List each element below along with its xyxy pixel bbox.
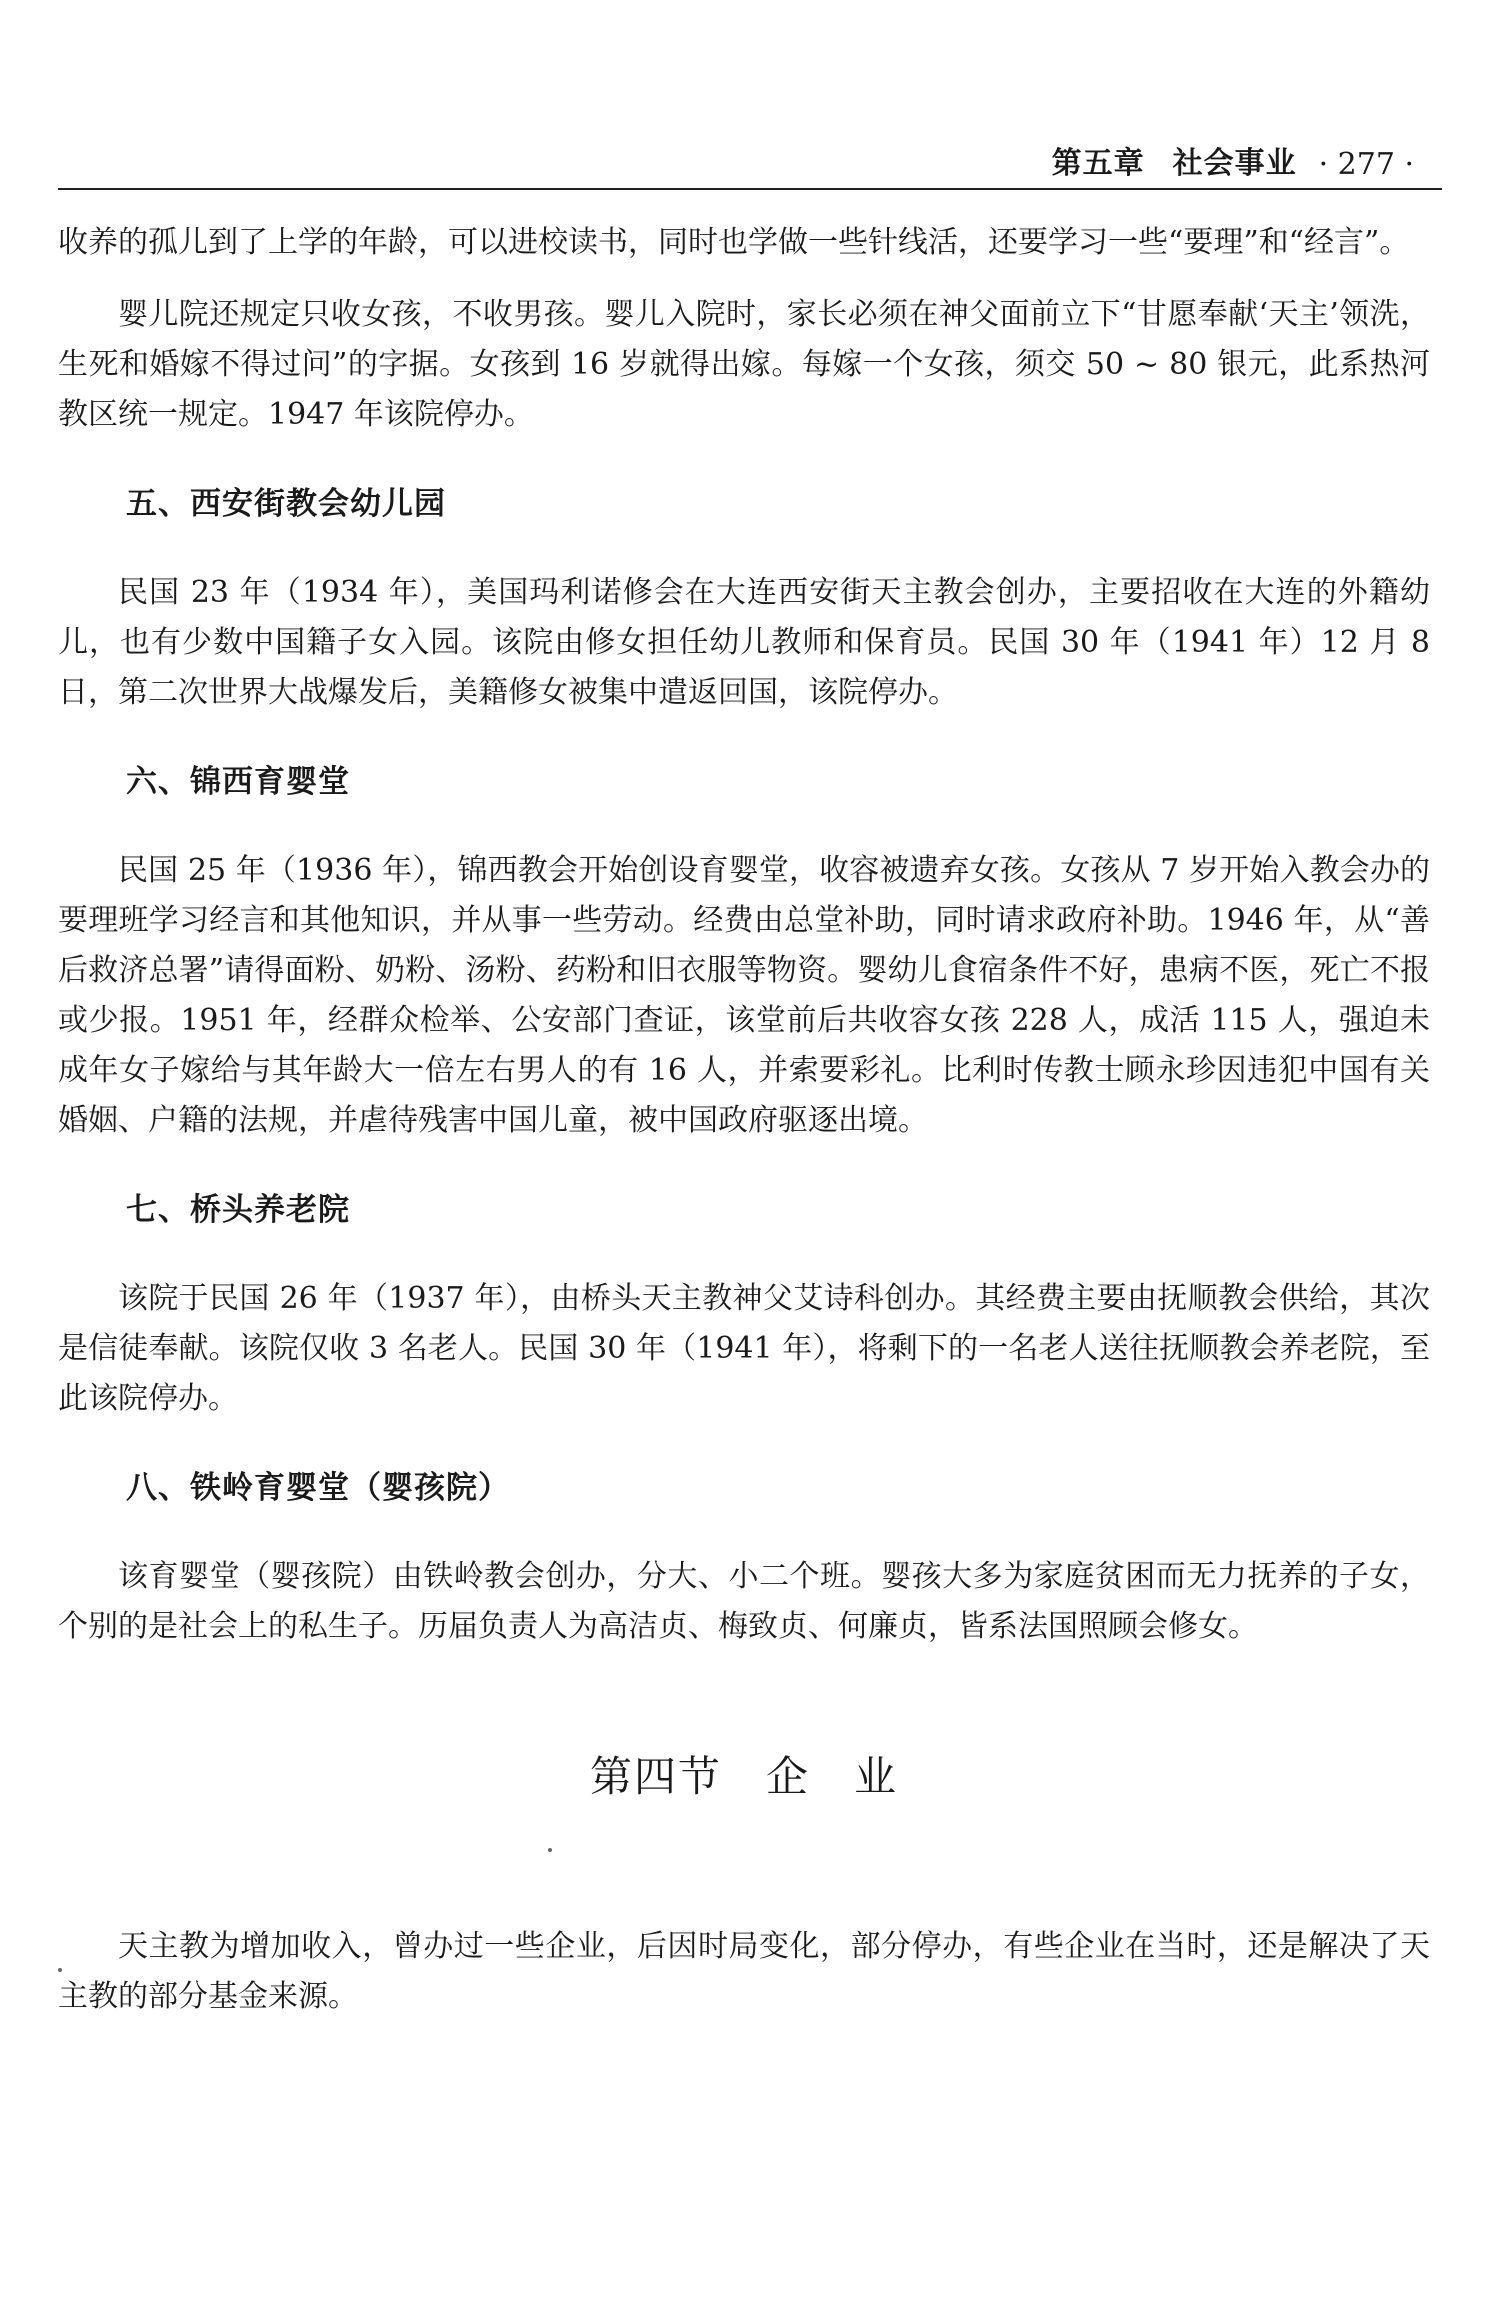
paragraph-xian-street-kindergarten: 民国 23 年（1934 年），美国玛利诺修会在大连西安街天主教会创办，主要招收在大连的外籍幼儿，也有少数中国籍子女入园。该院由修女担任幼儿教师和保育员。民国 30 年（1941 年）12 月 8 日，第二次世界大战爆发后，美籍修女被集中遣返回国，该院停办。 bbox=[58, 575, 1430, 710]
paragraph-enterprises: 天主教为增加收入，曾办过一些企业，后因时局变化，部分停办，有些企业在当时，还是解决了天主教的部分基金来源。 bbox=[58, 1929, 1430, 2014]
paragraph-qiaotou-nursing-home: 该院于民国 26 年（1937 年），由桥头天主教神父艾诗科创办。其经费主要由抚顺教会供给，其次是信徒奉献。该院仅收 3 名老人。民国 30 年（1941 年），将剩下的一名老人送往抚顺教会养老院，至此该院停办。 bbox=[58, 1281, 1430, 1416]
heading-jinxi-orphanage: 六、锦西育婴堂 bbox=[126, 764, 350, 800]
header-section: 社会事业 bbox=[1172, 146, 1297, 181]
paragraph-tieling-orphanage: 该育婴堂（婴孩院）由铁岭教会创办，分大、小二个班。婴孩大多为家庭贫困而无力抚养的子女，个别的是社会上的私生子。历届负责人为高洁贞、梅致贞、何廉贞，皆系法国照顾会修女。 bbox=[58, 1559, 1430, 1644]
scan-speck bbox=[548, 1848, 552, 1852]
heading-xian-street-kindergarten: 五、西安街教会幼儿园 bbox=[126, 486, 446, 522]
scan-speck bbox=[58, 1968, 62, 1972]
page-number: · 277 · bbox=[1318, 147, 1414, 182]
running-header bbox=[58, 138, 1442, 190]
paragraph-orphans-schooling: 收养的孤儿到了上学的年龄，可以进校读书，同时也学做一些针线活，还要学习一些“要理”和“经言”。 bbox=[58, 225, 1410, 260]
page-content bbox=[58, 218, 1430, 2022]
paragraph-jinxi-orphanage: 民国 25 年（1936 年），锦西教会开始创设育婴堂，收容被遗弃女孩。女孩从 7 岁开始入教会办的要理班学习经言和其他知识，并从事一些劳动。经费由总堂补助，同时请求政府补助。1946 年，从“善后救济总署”请得面粉、奶粉、汤粉、药粉和旧衣服等物资。婴幼儿食宿条件不好，患病不医，死亡不报或少报。1951 年，经群众检举、公安部门查证，该堂前后共收容女孩 228 人，成活 115 人，强迫未成年女子嫁给与其年龄大一倍左右男人的有 16 人，并索要彩礼。比利时传教士顾永珍因违犯中国有关婚姻、户籍的法规，并虐待残害中国儿童，被中国政府驱逐出境。 bbox=[58, 853, 1430, 1138]
heading-tieling-orphanage: 八、铁岭育婴堂（婴孩院） bbox=[126, 1470, 510, 1506]
header-chapter: 第五章 bbox=[1051, 146, 1145, 181]
heading-qiaotou-nursing-home: 七、桥头养老院 bbox=[126, 1192, 350, 1228]
section-heading-enterprises: 第四节 企 业 bbox=[589, 1752, 898, 1801]
paragraph-infant-rules: 婴儿院还规定只收女孩，不收男孩。婴儿入院时，家长必须在神父面前立下“甘愿奉献‘天主’领洗，生死和婚嫁不得过问”的字据。女孩到 16 岁就得出嫁。每嫁一个女孩，须交 50 ~ 80 银元，此系热河教区统一规定。1947 年该院停办。 bbox=[58, 297, 1430, 432]
